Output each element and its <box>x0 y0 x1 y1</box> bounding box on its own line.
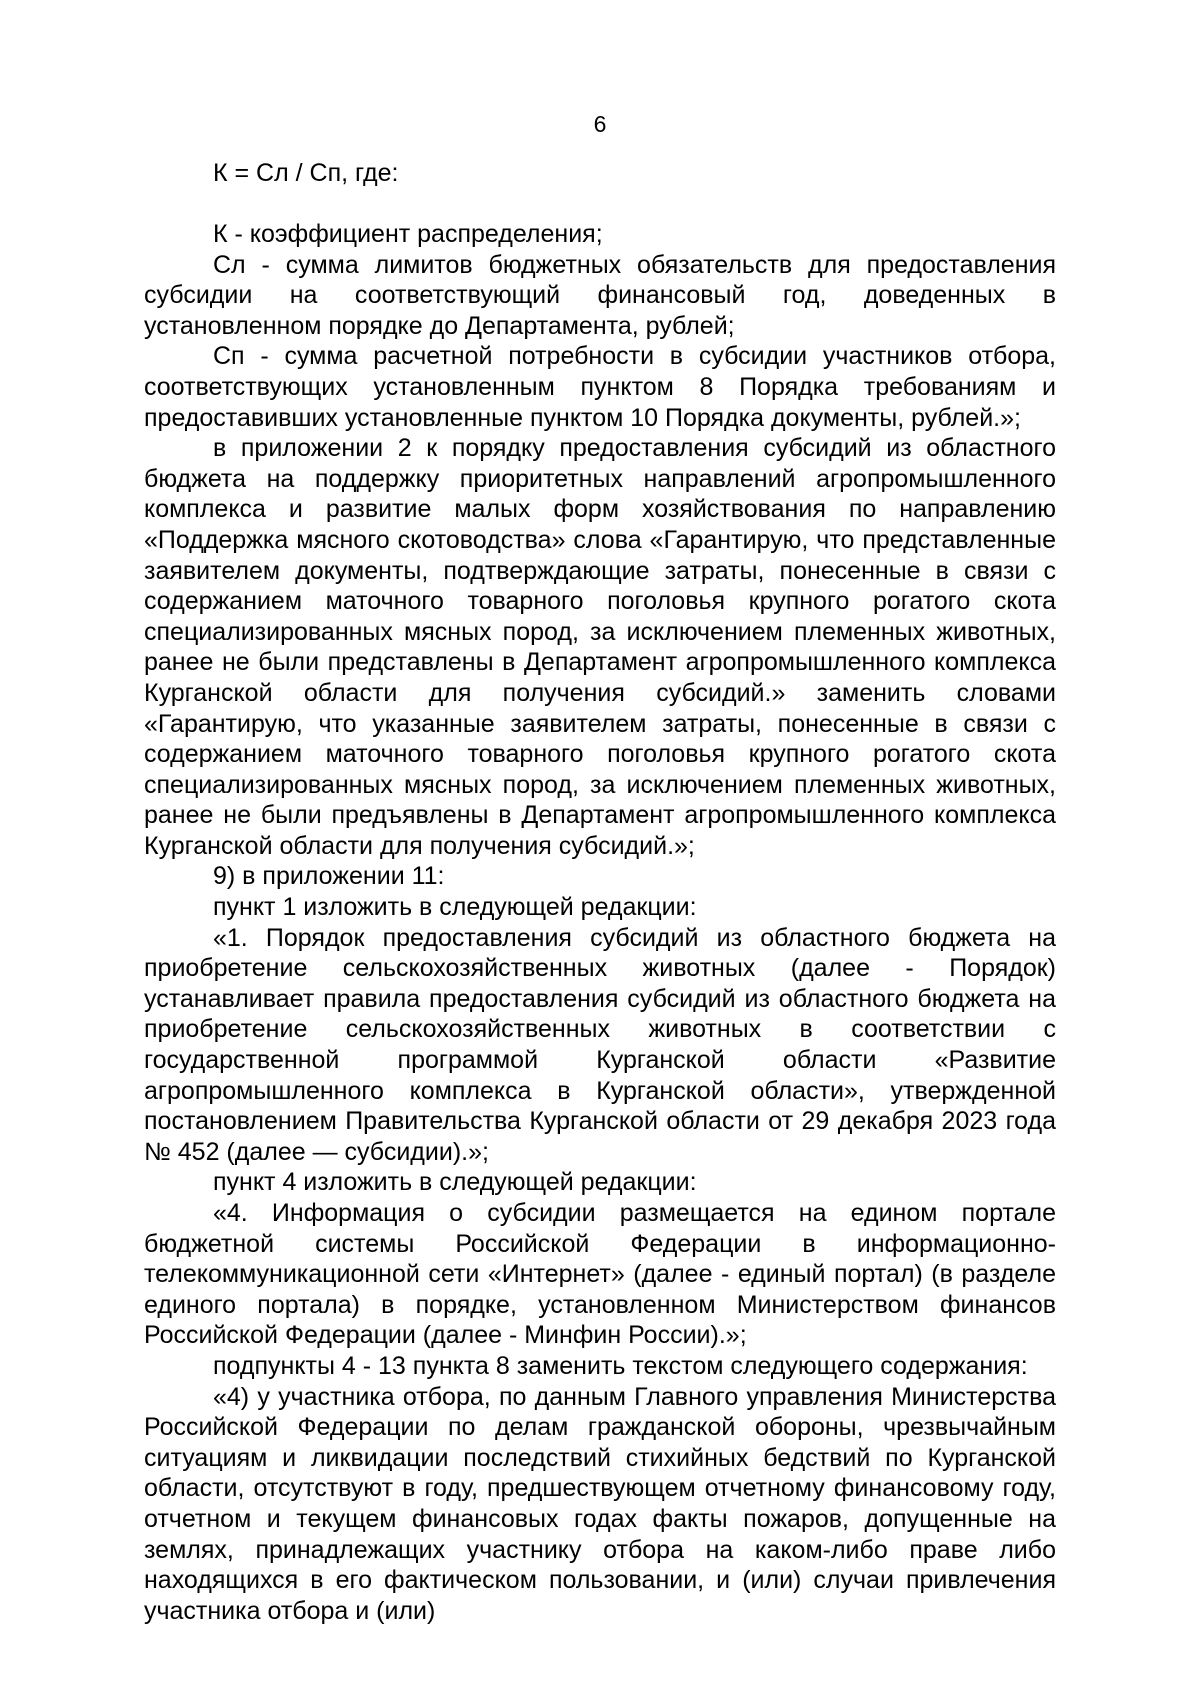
paragraph-point-4-heading: пункт 4 изложить в следующей редакции: <box>213 1168 697 1197</box>
page-number: 6 <box>593 111 607 137</box>
paragraph-point-1-text: «1. Порядок предоставления субсидий из областного бюджета на приобретение сельскохозяйственных животных (далее - Порядок) устанавливает правила предоставления субсидий из областного бюджета на приобретение сельскохозяйственных животных в соответствии с государственной программой Курганской области «Развитие агропромышленного комплекса в Курганской области», утвержденной постановлением Правительства Курганской области от 29 декабря 2023 года № 452 (далее — субсидии).»; <box>144 923 1056 1166</box>
paragraph-point-1-heading: пункт 1 изложить в следующей редакции: <box>213 893 697 922</box>
paragraph-appendix-2-amendment: в приложении 2 к порядку предоставления субсидий из областного бюджета на поддержку приоритетных направлений агропромышленного комплекса и развитие малых форм хозяйствования по направлению «Поддержка мясного скотоводства» слова «Гарантирую, что представленные заявителем документы, подтверждающие затраты, понесенные в связи с содержанием маточного товарного поголовья крупного рогатого скота специализированных мясных пород, за исключением племенных животных, ранее не были представлены в Департамент агропромышленного комплекса Курганской области для получения субсидий.» заменить словами «Гарантирую, что указанные заявителем затраты, понесенные в связи с содержанием маточного товарного поголовья крупного рогатого скота специализированных мясных пород, за исключением племенных животных, ранее не были предъявлены в Департамент агропромышленного комплекса Курганской области для получения субсидий.»; <box>144 434 1056 860</box>
formula-line: К = Сл / Сп, где: <box>213 159 399 187</box>
paragraph-subpoints-heading: подпункты 4 - 13 пункта 8 заменить текстом следующего содержания: <box>213 1351 1028 1380</box>
paragraph-subpoint-4-text: «4) у участника отбора, по данным Главного управления Министерства Российской Федерации по делам гражданской обороны, чрезвычайным ситуациям и ликвидации последствий стихийных бедствий по Курганской области, отсутствуют в году, предшествующем отчетному финансовому году, отчетном и текущем финансовых годах факты пожаров, допущенные на землях, принадлежащих участнику отбора на каком-либо праве либо находящихся в его фактическом пользовании, и (или) случаи привлечения участника отбора и (или) <box>144 1382 1056 1625</box>
paragraph-coefficient-definition: К - коэффициент распределения; <box>213 220 603 248</box>
paragraph-item-9: 9) в приложении 11: <box>213 862 445 891</box>
paragraph-point-4-text: «4. Информация о субсидии размещается на едином портале бюджетной системы Российской Федерации в информационно-телекоммуникационной сети «Интернет» (далее - единый портал) (в разделе единого портала) в порядке, установленном Министерством финансов Российской Федерации (далее - Минфин России).»; <box>144 1199 1056 1350</box>
paragraph-sl-definition: Сл - сумма лимитов бюджетных обязательств для предоставления субсидии на соответствующий финансовый год, доведенных в установленном порядке до Департамента, рублей; <box>144 250 1056 340</box>
document-body <box>144 219 1056 1626</box>
paragraph-sp-definition: Сп - сумма расчетной потребности в субсидии участников отбора, соответствующих установленным пунктом 8 Порядка требованиям и предоставивших установленные пунктом 10 Порядка документы, рублей.»; <box>144 342 1056 432</box>
